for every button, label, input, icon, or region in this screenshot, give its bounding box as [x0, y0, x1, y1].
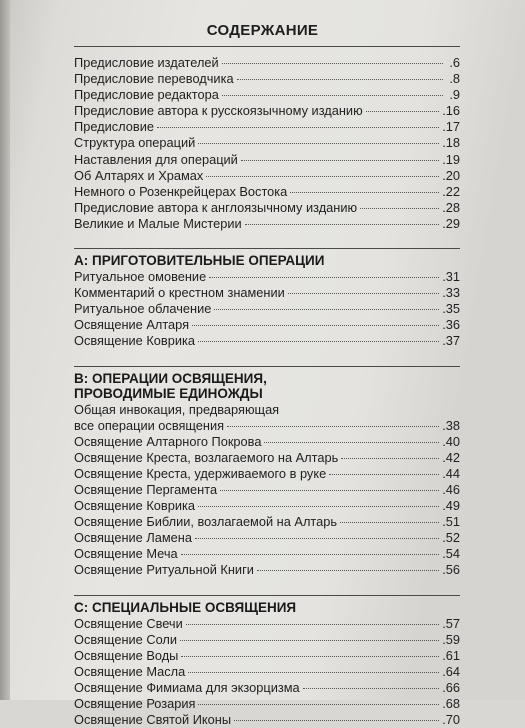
toc-entry-title: Освящение Алтарного Покрова	[74, 433, 262, 449]
dot-leader	[290, 192, 439, 193]
toc-entry-title: Ритуальное облачение	[74, 301, 212, 317]
dot-leader	[220, 490, 439, 491]
section-b-list	[74, 434, 460, 579]
toc-entry-title: Ритуальное омовение	[74, 269, 207, 285]
toc-entry-page: .37	[442, 333, 460, 349]
toc-entry-title: Освящение Масла	[74, 663, 186, 679]
toc-entry-page: .17	[442, 119, 460, 135]
toc-entry-title: Освящение Меча	[74, 546, 178, 562]
toc-entry-title: Предисловие редактора	[74, 87, 219, 103]
toc-entry-title: Освящение Розария	[74, 696, 196, 711]
dot-leader	[288, 293, 439, 294]
toc-entry	[74, 434, 460, 450]
toc-entry-page: .68	[442, 696, 460, 711]
dot-leader	[157, 127, 439, 128]
toc-entry-page: .46	[442, 481, 460, 497]
toc-entry-page: .22	[442, 183, 460, 199]
toc-entry-title: Предисловие издателей	[74, 55, 219, 70]
toc-intro-list	[74, 55, 460, 232]
toc-entry-page: .61	[442, 647, 460, 663]
toc-entry	[74, 530, 460, 546]
dot-leader	[264, 442, 439, 443]
toc-entry	[74, 680, 460, 696]
dot-leader	[209, 277, 439, 278]
toc-entry	[74, 450, 460, 466]
toc-entry-title: Освящение Пергамента	[74, 481, 218, 497]
toc-section-c	[74, 595, 460, 728]
toc-entry-page: .70	[442, 712, 460, 728]
toc-entry-title: Освящение Коврика	[74, 498, 195, 514]
toc-entry-page: .16	[442, 103, 460, 119]
dot-leader	[237, 79, 443, 80]
toc-entry-title: Предисловие автора к англоязычному изданию	[74, 199, 358, 215]
toc-entry-page: .59	[442, 631, 460, 647]
toc-entry	[74, 200, 460, 216]
dot-leader	[340, 522, 439, 523]
toc-entry	[74, 418, 460, 434]
toc-section-a	[74, 248, 460, 349]
toc-entry-title: Освящение Воды	[74, 647, 179, 663]
table-of-contents	[74, 46, 460, 728]
toc-entry	[74, 184, 460, 200]
toc-entry-page: .28	[442, 199, 460, 215]
dot-leader	[186, 624, 439, 625]
toc-entry	[74, 103, 460, 119]
toc-entry-page: .42	[442, 449, 460, 465]
toc-entry-title: Освящение Библии, возлагаемой на Алтарь	[74, 514, 338, 530]
toc-entry-title: Освящение Ламена	[74, 530, 192, 546]
dot-leader	[245, 224, 440, 225]
toc-entry	[74, 333, 460, 349]
toc-entry-title: Освящение Фимиама для экзорцизма	[74, 679, 300, 695]
toc-entry-title: Об Алтарях и Храмах	[74, 167, 204, 183]
section-c-heading: C: СПЕЦИАЛЬНЫЕ ОСВЯЩЕНИЯ	[74, 595, 460, 615]
toc-entry-title: Великие и Малые Мистерии	[74, 215, 242, 231]
dot-leader	[198, 341, 439, 342]
toc-entry-page: .49	[442, 498, 460, 514]
toc-entry-page: .54	[442, 546, 460, 562]
toc-entry-title: Освящение Коврика	[74, 333, 195, 349]
toc-entry-title: Комментарий о крестном знамении	[74, 285, 285, 301]
dot-leader	[198, 143, 439, 144]
toc-entry-title: Наставления для операций	[74, 151, 238, 167]
section-b-heading	[74, 366, 460, 401]
toc-entry	[74, 562, 460, 578]
dot-leader	[180, 640, 439, 641]
toc-entry	[74, 514, 460, 530]
toc-entry	[74, 152, 460, 168]
toc-intro-section	[74, 46, 460, 232]
toc-entry-page: .35	[442, 301, 460, 317]
toc-entry-page: .38	[442, 417, 460, 433]
toc-entry	[74, 269, 460, 285]
toc-entry-page: .20	[442, 167, 460, 183]
toc-entry	[74, 466, 460, 482]
section-a-heading: A: ПРИГОТОВИТЕЛЬНЫЕ ОПЕРАЦИИ	[74, 248, 460, 268]
toc-entry	[74, 301, 460, 317]
toc-entry-page: .8	[449, 71, 460, 87]
toc-entry-title: Освящение Алтаря	[74, 317, 190, 333]
toc-entry-page: .31	[442, 269, 460, 285]
dot-leader	[341, 458, 439, 459]
section-a-list	[74, 269, 460, 349]
toc-section-b	[74, 366, 460, 579]
toc-entry-title: Освящение Креста, возлагаемого на Алтарь	[74, 449, 339, 465]
toc-entry-title: Освящение Свечи	[74, 615, 183, 631]
dot-leader	[192, 325, 439, 326]
toc-entry	[74, 55, 460, 71]
page-title: СОДЕРЖАНИЕ	[206, 22, 319, 39]
toc-entry	[74, 482, 460, 498]
toc-entry	[74, 546, 460, 562]
dot-leader	[227, 426, 439, 427]
toc-entry-page: .64	[442, 663, 460, 679]
toc-entry	[74, 119, 460, 135]
toc-entry-title: Немного о Розенкрейцерах Востока	[74, 183, 288, 199]
toc-entry-title: Освящение Ритуальной Книги	[74, 562, 254, 578]
dot-leader	[206, 176, 439, 177]
toc-entry-page: .19	[442, 151, 460, 167]
toc-entry-page: .57	[442, 615, 460, 631]
toc-entry-page: .66	[442, 679, 460, 695]
dot-leader	[181, 656, 439, 657]
toc-entry	[74, 317, 460, 333]
toc-entry-first-line: Общая инвокация, предваряющая	[74, 401, 280, 417]
dot-leader	[329, 474, 439, 475]
dot-leader	[360, 208, 439, 209]
toc-entry	[74, 87, 460, 103]
toc-entry-title: Освящение Соли	[74, 631, 178, 647]
dot-leader	[222, 63, 443, 64]
toc-entry-title: все операции освящения	[74, 417, 225, 433]
dot-leader	[241, 160, 439, 161]
intro-top-rule	[74, 46, 460, 47]
toc-entry	[74, 216, 460, 232]
toc-entry	[74, 135, 460, 151]
section-b-heading-line2: ПРОВОДИМЫЕ ЕДИНОЖДЫ	[74, 385, 263, 401]
dot-leader	[181, 554, 440, 555]
toc-entry-title: Предисловие автора к русскоязычному изданию	[74, 103, 363, 119]
dot-leader	[366, 111, 440, 112]
section-b-heading-line1: B: ОПЕРАЦИИ ОСВЯЩЕНИЯ,	[74, 370, 267, 386]
toc-entry-title: Освящение Святой Иконы	[74, 712, 232, 728]
dot-leader	[188, 672, 439, 673]
dot-leader	[195, 538, 439, 539]
toc-entry	[74, 616, 460, 632]
dot-leader	[198, 506, 439, 507]
toc-entry-page: .56	[442, 562, 460, 578]
toc-entry-page: .33	[442, 285, 460, 301]
toc-entry	[74, 648, 460, 664]
section-c-list	[74, 616, 460, 728]
toc-entry-page: .9	[449, 87, 460, 103]
toc-entry-page: .6	[449, 55, 460, 70]
dot-leader	[234, 720, 439, 721]
dot-leader	[303, 688, 440, 689]
toc-entry-page: .51	[442, 514, 460, 530]
toc-entry-page: .18	[442, 135, 460, 151]
dot-leader	[198, 704, 439, 705]
toc-entry-page: .44	[442, 465, 460, 481]
toc-entry-title: Структура операций	[74, 135, 196, 151]
toc-entry-page: .40	[442, 433, 460, 449]
toc-entry	[74, 498, 460, 514]
toc-entry	[74, 285, 460, 301]
toc-entry	[74, 168, 460, 184]
toc-entry	[74, 632, 460, 648]
toc-entry-page: .52	[442, 530, 460, 546]
toc-entry-title: Освящение Креста, удерживаемого в руке	[74, 465, 327, 481]
dot-leader	[214, 309, 439, 310]
toc-entry	[74, 696, 460, 712]
toc-entry	[74, 712, 460, 728]
toc-entry-page: .36	[442, 317, 460, 333]
toc-entry	[74, 664, 460, 680]
toc-entry-title: Предисловие переводчика	[74, 71, 234, 87]
book-binding-shadow	[0, 0, 10, 700]
dot-leader	[257, 570, 439, 571]
toc-entry	[74, 71, 460, 87]
toc-entry-page: .29	[442, 215, 460, 231]
toc-entry-title: Предисловие	[74, 119, 154, 135]
dot-leader	[222, 95, 443, 96]
